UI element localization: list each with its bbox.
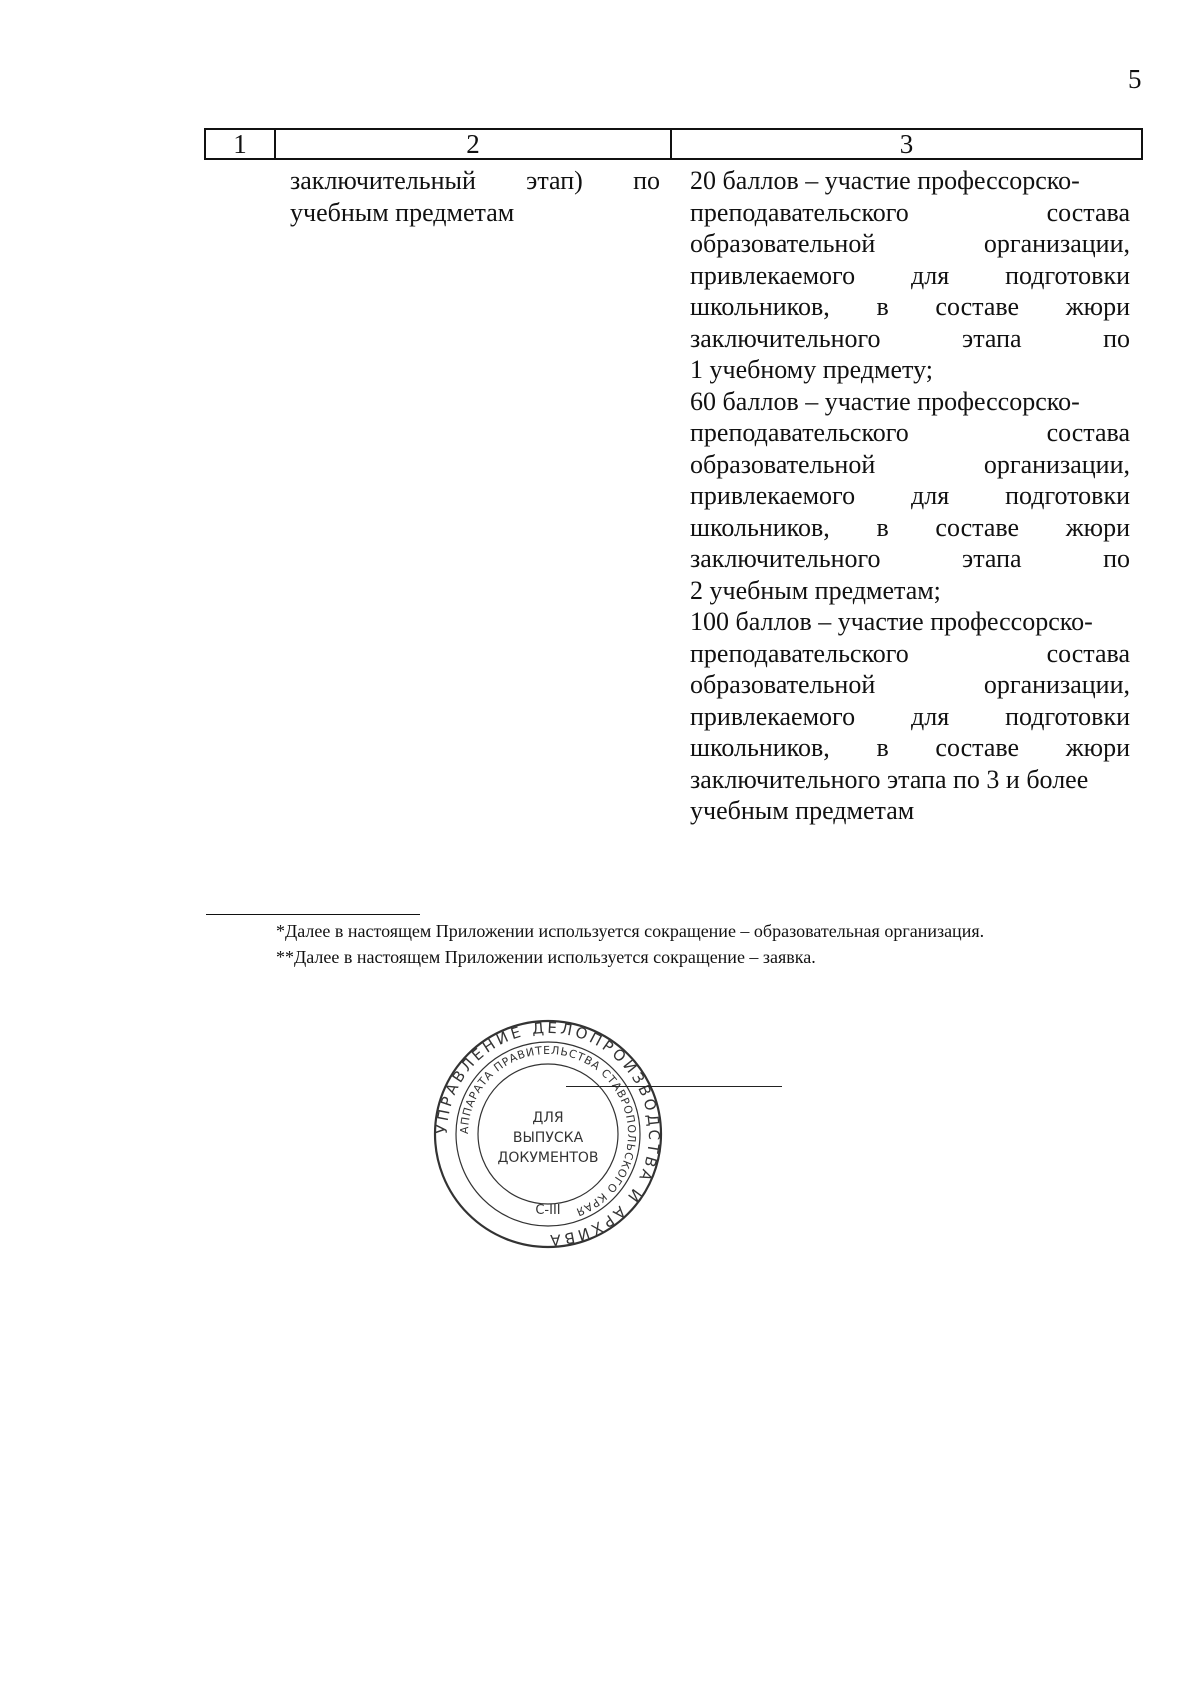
- table-header-row: [204, 128, 1143, 160]
- word: жюри: [1065, 292, 1131, 321]
- word: школьников,: [690, 733, 830, 762]
- stamp-center-line-2: ВЫПУСКА: [512, 1130, 584, 1146]
- word: этапа: [962, 323, 1022, 353]
- stamp-center-line-3: ДОКУМЕНТОВ: [497, 1150, 599, 1166]
- table-header-col-2: 2: [276, 130, 672, 158]
- word: составе: [935, 292, 1020, 321]
- word: образовательной: [690, 229, 876, 258]
- word: по: [1103, 323, 1130, 353]
- block-1-line-2: [690, 197, 1130, 229]
- word: составе: [935, 733, 1020, 762]
- word: по: [1103, 544, 1130, 573]
- word: в: [876, 512, 889, 542]
- block-2-line-4: [690, 480, 1130, 512]
- word: для: [911, 260, 950, 290]
- word: состава: [1046, 418, 1130, 447]
- word: организации,: [983, 449, 1130, 479]
- word: школьников,: [690, 512, 830, 542]
- word: в: [876, 292, 889, 321]
- cell-2-word: по: [633, 166, 660, 195]
- word: жюри: [1065, 733, 1131, 762]
- footnote-separator: [206, 914, 420, 915]
- cell-2-word: этап): [526, 166, 583, 195]
- cell-2-word: заключительный: [290, 166, 476, 195]
- stamp-outer-text-path: УПРАВЛЕНИЕ ДЕЛОПРОИЗВОДСТВА И АРХИВА: [432, 1018, 664, 1250]
- block-2-line-2: [690, 417, 1130, 449]
- word: жюри: [1065, 512, 1131, 542]
- word: подготовки: [1005, 481, 1131, 510]
- word: привлекаемого: [690, 701, 856, 731]
- word: преподавательского: [690, 197, 909, 227]
- block-3-line-7: учебным предметам: [690, 796, 915, 825]
- block-2-line-1: 60 баллов – участие профессорско-: [690, 386, 1080, 416]
- word: организации,: [983, 229, 1130, 258]
- block-2-line-7: 2 учебным предметам;: [690, 575, 941, 605]
- score-block-100: [690, 606, 1130, 827]
- stamp-code: С-III: [535, 1203, 561, 1218]
- block-3-line-4: [690, 701, 1130, 733]
- block-1-line-4: [690, 260, 1130, 292]
- word: преподавательского: [690, 418, 909, 447]
- block-2-line-3: [690, 449, 1130, 481]
- block-3-line-5: [690, 732, 1130, 764]
- footnote-2: **Далее в настоящем Приложении используется сокращение – заявка.: [276, 947, 816, 967]
- table-cell-col-3: [690, 165, 1130, 827]
- score-block-60: [690, 386, 1130, 607]
- word: школьников,: [690, 292, 830, 321]
- word: состава: [1046, 197, 1130, 227]
- word: состава: [1046, 638, 1130, 668]
- block-3-line-3: [690, 669, 1130, 701]
- footnote-1: *Далее в настоящем Приложении используется сокращение – образовательная организация.: [276, 921, 985, 941]
- word: заключительного: [690, 323, 881, 353]
- block-1-line-5: [690, 291, 1130, 323]
- block-3-line-1: 100 баллов – участие профессорско-: [690, 607, 1093, 636]
- cell-2-line-2: учебным предметам: [290, 197, 515, 227]
- word: преподавательского: [690, 638, 909, 668]
- footnotes: [276, 918, 984, 970]
- table-header-col-3: 3: [899, 128, 914, 159]
- block-2-line-5: [690, 512, 1130, 544]
- signature-line: [566, 1086, 782, 1087]
- word: образовательной: [690, 670, 876, 699]
- stamp-center-line-1: ДЛЯ: [532, 1110, 564, 1126]
- block-2-line-6: [690, 543, 1130, 575]
- cell-2-line-1: [290, 165, 660, 197]
- word: организации,: [983, 670, 1130, 699]
- word: привлекаемого: [690, 481, 856, 510]
- word: подготовки: [1005, 701, 1131, 731]
- word: подготовки: [1005, 260, 1131, 290]
- block-1-line-1: 20 баллов – участие профессорско-: [690, 166, 1080, 195]
- word: составе: [935, 512, 1020, 542]
- word: образовательной: [690, 449, 876, 479]
- word: этапа: [962, 544, 1022, 573]
- table-header-col-1: 1: [206, 130, 276, 158]
- page-number: 5: [1128, 64, 1142, 94]
- table-cell-col-2: [290, 165, 660, 228]
- word: в: [876, 733, 889, 762]
- block-3-line-2: [690, 638, 1130, 670]
- word: заключительного: [690, 544, 881, 573]
- block-1-line-3: [690, 228, 1130, 260]
- block-1-line-6: [690, 323, 1130, 355]
- official-stamp: [432, 1018, 664, 1250]
- block-1-line-7: 1 учебному предмету;: [690, 355, 933, 384]
- score-block-20: [690, 165, 1130, 386]
- word: привлекаемого: [690, 260, 856, 290]
- word: для: [911, 481, 950, 510]
- block-3-line-6: заключительного этапа по 3 и более: [690, 764, 1089, 794]
- stamp-inner-text-path: АППАРАТА ПРАВИТЕЛЬСТВА СТАВРОПОЛЬСКОГО КРАЯ: [457, 1043, 639, 1219]
- word: для: [911, 701, 950, 731]
